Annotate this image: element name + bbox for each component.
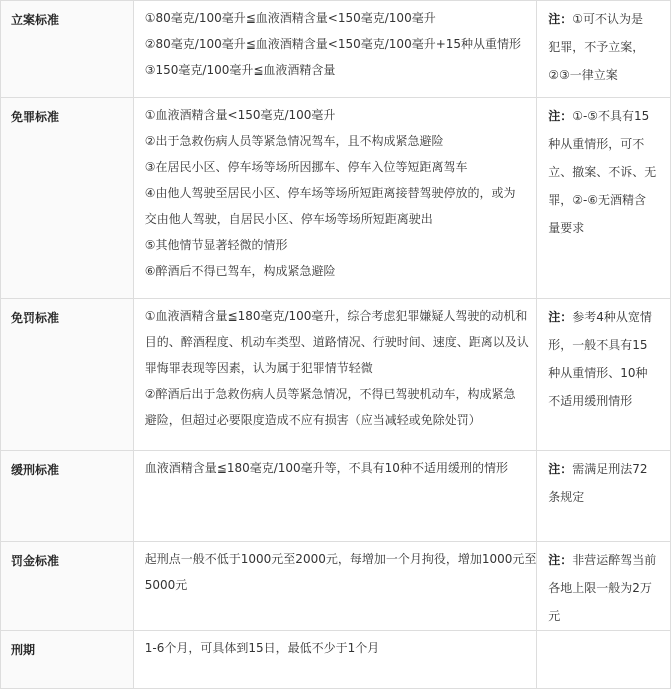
note-cell [537,98,671,299]
table-body [1,1,671,689]
note-cell [537,1,671,98]
category-label: 刑期 [11,643,36,657]
content-cell [133,1,536,98]
note-line [548,186,664,214]
content-line: ①80毫克/100毫升≦血液酒精含量<150毫克/100毫升 [144,11,436,25]
category-label: 罚金标准 [11,554,60,568]
content-line: ③在居民小区、停车场等场所因挪车、停车入位等短距离驾车 [144,160,468,174]
content-cell [133,542,536,631]
note-line [548,331,664,359]
row-fine-standard [1,542,671,631]
row-exemption-standard [1,98,671,299]
note-text: 不适用缓刑情形 [548,394,633,408]
note-text: 非营运醉驾当前 [572,553,657,567]
note-text: 犯罪，不予立案， [548,40,645,54]
content-line: 1-6个月，可具体到15日，最低不少于1个月 [144,641,380,655]
note-text: 元 [548,609,561,623]
content-line: 起刑点一般不低于1000元至2000元，每增加一个月拘役，增加1000元至 [144,552,537,566]
row-penalty-exemption-standard [1,299,671,451]
note-label: 注： [548,12,573,26]
row-probation-standard [1,451,671,542]
note-text: ①可不认为是 [572,12,643,26]
content-line: ③150毫克/100毫升≦血液酒精含量 [144,63,336,77]
category-cell [1,98,134,299]
category-cell [1,451,134,542]
content-line: 避险，但超过必要限度造成不应有损害（应当减轻或免除处罚） [144,413,481,427]
note-text: 需满足刑法72 [572,462,648,476]
content-line: ②出于急救伤病人员等紧急情况驾车，且不构成紧急避险 [144,134,444,148]
category-label: 免罚标准 [11,311,60,325]
content-line: ⑤其他情节显著轻微的情形 [144,238,288,252]
note-text: 量要求 [548,221,585,235]
category-label: 缓刑标准 [11,463,60,477]
note-text: 种从重情形、10种 [548,366,648,380]
category-label: 免罪标准 [11,110,60,124]
content-line: ①血液酒精含量<150毫克/100毫升 [144,108,336,122]
note-line [548,387,664,415]
note-label: 注： [548,553,573,567]
note-line [548,214,664,242]
category-cell [1,542,134,631]
note-line [548,61,664,89]
note-line [548,359,664,387]
note-line [548,602,664,630]
content-line: 罪悔罪表现等因素，认为属于犯罪情节轻微 [144,361,373,375]
note-line [548,5,664,33]
note-line [548,33,664,61]
note-text: ②③一律立案 [548,68,618,82]
category-cell [1,631,134,689]
category-label: 立案标准 [11,13,60,27]
note-cell [537,631,671,689]
note-text: 罪，②-⑥无酒精含 [548,193,647,207]
content-line: ⑥醉酒后不得已驾车，构成紧急避险 [144,264,336,278]
content-line: ④由他人驾驶至居民小区、停车场等场所短距离接替驾驶停放的，或为 [144,186,516,200]
content-cell [133,631,536,689]
content-line: 血液酒精含量≦180毫克/100毫升等，不具有10种不适用缓刑的情形 [144,461,508,475]
note-text: 条规定 [548,490,585,504]
row-sentence-term [1,631,671,689]
note-text: 参考4种从宽情 [572,310,652,324]
content-line: 5000元 [144,578,188,592]
note-label: 注： [548,109,573,123]
note-line [548,546,664,574]
note-text: ①-⑤不具有15 [572,109,650,123]
note-line [548,303,664,331]
note-line [548,102,664,130]
note-line [548,455,664,483]
content-line: 交由他人驾驶，自居民小区、停车场等场所短距离驶出 [144,212,433,226]
note-cell [537,451,671,542]
note-line [548,130,664,158]
note-cell [537,299,671,451]
note-line [548,158,664,186]
content-line: 目的、醉酒程度、机动车类型、道路情况、行驶时间、速度、距离以及认 [144,335,529,349]
content-line: ②80毫克/100毫升≦血液酒精含量<150毫克/100毫升+15种从重情形 [144,37,522,51]
content-line: ①血液酒精含量≦180毫克/100毫升，综合考虑犯罪嫌疑人驾驶的动机和 [144,309,528,323]
note-line [548,574,664,602]
content-cell [133,98,536,299]
category-cell [1,299,134,451]
note-text: 立、撤案、不诉、无 [548,165,657,179]
note-label: 注： [548,462,573,476]
content-line: ②醉酒后出于急救伤病人员等紧急情况，不得已驾驶机动车，构成紧急 [144,387,516,401]
row-filing-standard [1,1,671,98]
note-cell [537,542,671,631]
note-line [548,483,664,511]
note-text: 形，一般不具有15 [548,338,648,352]
note-label: 注： [548,310,573,324]
note-text: 种从重情形，可不 [548,137,645,151]
category-cell [1,1,134,98]
content-cell [133,299,536,451]
content-cell [133,451,536,542]
note-text: 各地上限一般为2万 [548,581,652,595]
